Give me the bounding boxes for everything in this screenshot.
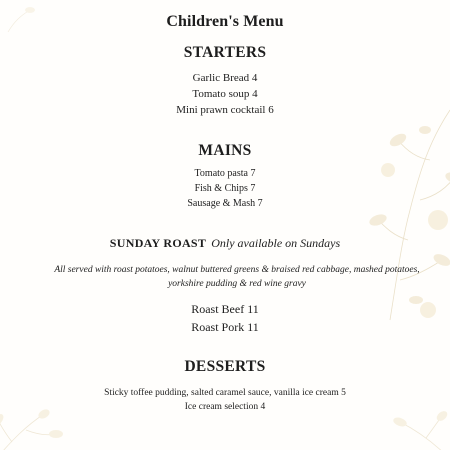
desserts-heading: DESSERTS — [184, 358, 266, 375]
mains-heading: MAINS — [198, 142, 252, 159]
page-title: Children's Menu — [166, 13, 284, 30]
floral-watercolor-icon — [0, 390, 82, 450]
menu-item: Roast Beef 11 — [191, 302, 259, 316]
menu-item: Sausage & Mash 7 — [187, 198, 263, 209]
sunday-roast-note: Only available on Sundays — [211, 236, 341, 250]
sunday-roast-heading: SUNDAY ROAST — [109, 236, 207, 250]
menu-item: Fish & Chips 7 — [194, 183, 256, 194]
menu-item: Ice cream selection 4 — [184, 402, 266, 412]
menu-item: Sticky toffee pudding, salted caramel sauce, vanilla ice cream 5 — [104, 388, 346, 398]
description-line: All served with roast potatoes, walnut buttered greens & braised red cabbage, mashed potatoes, — [54, 265, 420, 275]
menu-item: Garlic Bread 4 — [192, 72, 258, 84]
menu-item: Mini prawn cocktail 6 — [176, 104, 274, 116]
sunday-roast-description — [50, 263, 424, 291]
menu-item: Tomato pasta 7 — [194, 168, 256, 179]
sunday-roast-heading-row — [0, 236, 450, 251]
starters-heading: STARTERS — [183, 44, 267, 61]
menu-item: Tomato soup 4 — [192, 88, 258, 100]
menu-item: Roast Pork 11 — [191, 320, 259, 334]
description-line: yorkshire pudding & red wine gravy — [168, 279, 306, 289]
